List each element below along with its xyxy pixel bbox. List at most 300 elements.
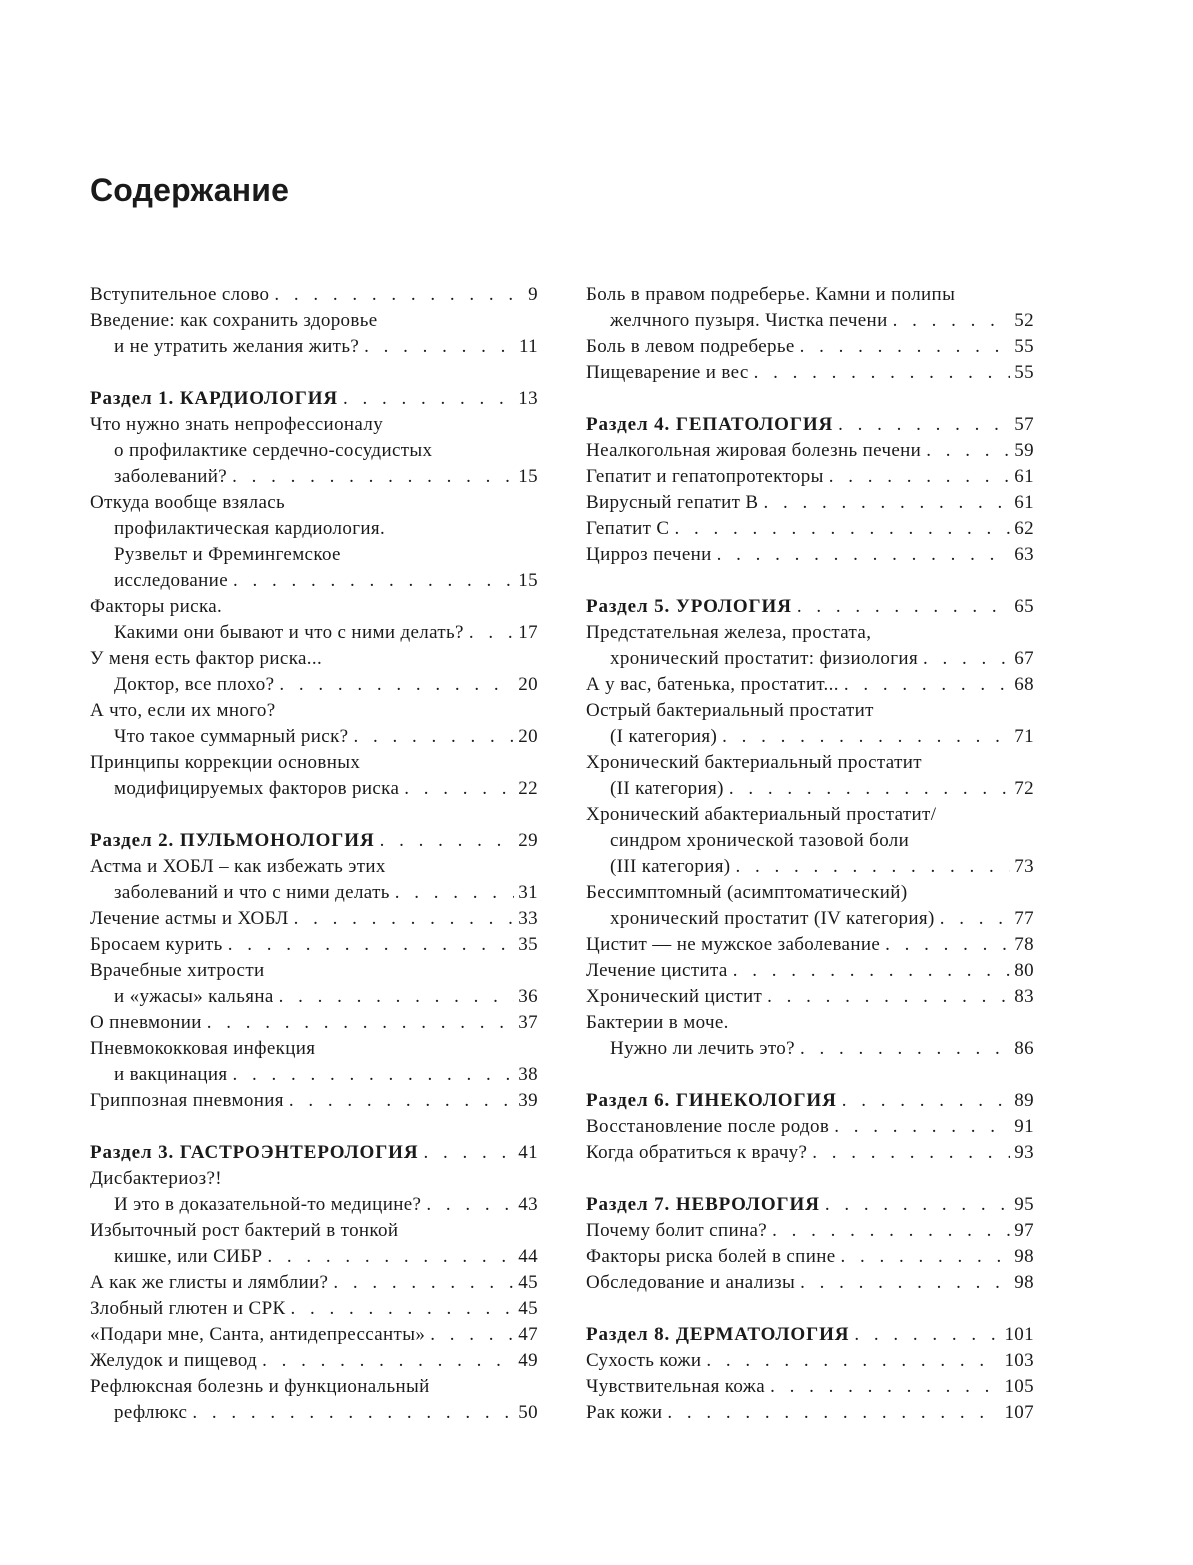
page-number: 38 — [518, 1064, 538, 1085]
toc-entry[interactable] — [586, 1270, 1034, 1296]
dot-leader — [733, 958, 1011, 984]
toc-line — [586, 620, 1034, 646]
toc-entry[interactable] — [586, 282, 1034, 334]
toc-line — [586, 1374, 1034, 1400]
toc-line — [90, 1036, 538, 1062]
toc-entry[interactable] — [586, 750, 1034, 802]
toc-entry[interactable] — [90, 490, 538, 594]
page-number: 41 — [518, 1142, 538, 1163]
toc-entry[interactable] — [90, 1166, 538, 1218]
toc-entry[interactable] — [90, 698, 538, 750]
section-title: Раздел 5. УРОЛОГИЯ — [586, 596, 792, 617]
dot-leader — [333, 1270, 514, 1296]
toc-line — [90, 282, 538, 308]
toc-line — [586, 360, 1034, 386]
dot-leader — [770, 1374, 1000, 1400]
entry-title: Принципы коррекции основных — [90, 752, 361, 773]
entry-title: и не утратить желания жить? — [114, 336, 360, 357]
toc-line — [586, 594, 1034, 620]
dot-leader — [667, 1400, 1000, 1426]
toc-line — [586, 1010, 1034, 1036]
toc-entry[interactable] — [90, 1322, 538, 1348]
page-number: 17 — [518, 622, 538, 643]
page-number: 37 — [518, 1012, 538, 1033]
page-number: 80 — [1014, 960, 1034, 981]
entry-title: Избыточный рост бактерий в тонкой — [90, 1220, 399, 1241]
dot-leader — [923, 646, 1010, 672]
dot-leader — [294, 906, 515, 932]
entry-title: (I категория) — [610, 726, 718, 747]
toc-entry[interactable] — [586, 880, 1034, 932]
toc-line — [90, 984, 538, 1010]
section-title: Раздел 4. ГЕПАТОЛОГИЯ — [586, 414, 834, 435]
toc-line — [90, 932, 538, 958]
toc-entry[interactable] — [586, 1348, 1034, 1374]
toc-entry[interactable] — [90, 1036, 538, 1088]
toc-section-heading[interactable] — [90, 386, 538, 412]
toc-line — [586, 1088, 1034, 1114]
toc-entry[interactable] — [586, 1244, 1034, 1270]
toc-entry[interactable] — [586, 802, 1034, 880]
dot-leader — [279, 672, 514, 698]
toc-line — [586, 308, 1034, 334]
entry-title: заболеваний и что с ними делать — [114, 882, 390, 903]
toc-line — [90, 828, 538, 854]
toc-line — [90, 1244, 538, 1270]
section-title: Раздел 2. ПУЛЬМОНОЛОГИЯ — [90, 830, 375, 851]
toc-entry[interactable] — [90, 646, 538, 698]
toc-line — [586, 1400, 1034, 1426]
toc-line — [90, 958, 538, 984]
entry-title: модифицируемых факторов риска — [114, 778, 400, 799]
toc-line — [90, 386, 538, 412]
toc-line — [586, 880, 1034, 906]
entry-title: профилактическая кардиология. — [114, 518, 386, 539]
toc-entry[interactable] — [90, 1296, 538, 1322]
page-number: 50 — [518, 1402, 538, 1423]
entry-title: И это в доказательной-то медицине? — [114, 1194, 422, 1215]
page-number: 62 — [1014, 518, 1034, 539]
dot-leader — [797, 594, 1010, 620]
section-gap — [586, 1062, 1034, 1088]
page-number: 93 — [1014, 1142, 1034, 1163]
toc-column-left — [90, 282, 538, 1426]
entry-title: желчного пузыря. Чистка печени — [610, 310, 888, 331]
toc-line — [90, 1270, 538, 1296]
toc-entry[interactable] — [586, 672, 1034, 698]
dot-leader — [228, 932, 515, 958]
entry-title: Сухость кожи — [586, 1350, 702, 1371]
toc-entry[interactable] — [90, 932, 538, 958]
dot-leader — [426, 1192, 514, 1218]
dot-leader — [267, 1244, 514, 1270]
toc-line — [586, 1244, 1034, 1270]
toc-entry[interactable] — [586, 958, 1034, 984]
dot-leader — [754, 360, 1011, 386]
page-number: 15 — [518, 466, 538, 487]
toc-line — [90, 646, 538, 672]
entry-title: кишке, или СИБР — [114, 1246, 263, 1267]
toc-line — [586, 490, 1034, 516]
toc-entry[interactable] — [586, 932, 1034, 958]
page-number: 31 — [518, 882, 538, 903]
toc-line — [586, 1036, 1034, 1062]
toc-line — [586, 1218, 1034, 1244]
toc-section-heading[interactable] — [586, 1192, 1034, 1218]
dot-leader — [343, 386, 514, 412]
toc-line — [90, 568, 538, 594]
entry-title: Рефлюксная болезнь и функциональный — [90, 1376, 430, 1397]
entry-title: У меня есть фактор риска... — [90, 648, 323, 669]
toc-section-heading[interactable] — [586, 1322, 1034, 1348]
entry-title: Нужно ли лечить это? — [610, 1038, 795, 1059]
page-number: 43 — [518, 1194, 538, 1215]
toc-entry[interactable] — [90, 906, 538, 932]
toc-line — [90, 464, 538, 490]
page-number: 35 — [518, 934, 538, 955]
page-number: 68 — [1014, 674, 1034, 695]
entry-title: Острый бактериальный простатит — [586, 700, 874, 721]
toc-section-heading[interactable] — [90, 828, 538, 854]
page-number: 107 — [1004, 1402, 1034, 1423]
page-number: 73 — [1014, 856, 1034, 877]
toc-entry[interactable] — [90, 750, 538, 802]
dot-leader — [800, 334, 1011, 360]
toc-entry[interactable] — [90, 958, 538, 1010]
page-title: Содержание — [90, 172, 290, 208]
entry-title: Лечение цистита — [586, 960, 728, 981]
page-number: 77 — [1014, 908, 1034, 929]
entry-title: Факторы риска. — [90, 596, 223, 617]
entry-title: Факторы риска болей в спине — [586, 1246, 836, 1267]
entry-title: О пневмонии — [90, 1012, 202, 1033]
dot-leader — [893, 308, 1011, 334]
entry-title: Какими они бывают и что с ними делать? — [114, 622, 464, 643]
toc-line — [90, 724, 538, 750]
entry-title: Злобный глютен и СРК — [90, 1298, 286, 1319]
toc-line — [90, 672, 538, 698]
page-number: 91 — [1014, 1116, 1034, 1137]
toc-entry[interactable] — [90, 1348, 538, 1374]
toc-line — [586, 542, 1034, 568]
toc-line — [90, 620, 538, 646]
toc-entry[interactable] — [586, 1400, 1034, 1426]
page-number: 105 — [1004, 1376, 1034, 1397]
entry-title: Рак кожи — [586, 1402, 663, 1423]
toc-entry[interactable] — [586, 334, 1034, 360]
section-title: Раздел 1. КАРДИОЛОГИЯ — [90, 388, 339, 409]
dot-leader — [842, 1088, 1011, 1114]
toc-line — [586, 906, 1034, 932]
dot-leader — [812, 1140, 1010, 1166]
entry-title: Цистит — не мужское заболевание — [586, 934, 881, 955]
page-number: 22 — [518, 778, 538, 799]
toc-line — [90, 1088, 538, 1114]
toc-entry[interactable] — [90, 308, 538, 360]
toc-entry[interactable] — [90, 412, 538, 490]
section-gap — [586, 386, 1034, 412]
entry-title: Предстательная железа, простата, — [586, 622, 872, 643]
toc-line — [586, 282, 1034, 308]
entry-title: Вирусный гепатит В — [586, 492, 759, 513]
entry-title: Пищеварение и вес — [586, 362, 749, 383]
page-number: 61 — [1014, 466, 1034, 487]
dot-leader — [706, 1348, 1000, 1374]
entry-title: Гепатит С — [586, 518, 670, 539]
page-number: 15 — [518, 570, 538, 591]
entry-title: Введение: как сохранить здоровье — [90, 310, 378, 331]
entry-title: Гриппозная пневмония — [90, 1090, 284, 1111]
entry-title: Пневмококковая инфекция — [90, 1038, 316, 1059]
toc-line — [586, 334, 1034, 360]
entry-title: (II категория) — [610, 778, 724, 799]
page-number: 52 — [1014, 310, 1034, 331]
page-number: 67 — [1014, 648, 1034, 669]
toc-line — [90, 542, 538, 568]
section-gap — [90, 802, 538, 828]
entry-title: Когда обратиться к врачу? — [586, 1142, 808, 1163]
entry-title: (III категория) — [610, 856, 731, 877]
toc-line — [586, 646, 1034, 672]
page-number: 9 — [528, 284, 538, 305]
page-number: 33 — [518, 908, 538, 929]
dot-leader — [735, 854, 1010, 880]
page-number: 97 — [1014, 1220, 1034, 1241]
toc-line — [586, 776, 1034, 802]
toc-entry[interactable] — [90, 282, 538, 308]
toc-entry[interactable] — [90, 594, 538, 646]
entry-title: А что, если их много? — [90, 700, 276, 721]
entry-title: Цирроз печени — [586, 544, 712, 565]
toc-line — [90, 906, 538, 932]
entry-title: Астма и ХОБЛ – как избежать этих — [90, 856, 386, 877]
toc-line — [90, 490, 538, 516]
toc-line — [90, 1192, 538, 1218]
entry-title: Доктор, все плохо? — [114, 674, 275, 695]
toc-entry[interactable] — [586, 1114, 1034, 1140]
toc-line — [586, 1322, 1034, 1348]
section-gap — [586, 1296, 1034, 1322]
section-title: Раздел 7. НЕВРОЛОГИЯ — [586, 1194, 820, 1215]
entry-title: Бросаем курить — [90, 934, 223, 955]
toc-section-heading[interactable] — [586, 412, 1034, 438]
page-number: 20 — [518, 726, 538, 747]
toc-line — [90, 1218, 538, 1244]
section-gap — [90, 1114, 538, 1140]
dot-leader — [885, 932, 1010, 958]
section-title: Раздел 3. ГАСТРОЭНТЕРОЛОГИЯ — [90, 1142, 419, 1163]
dot-leader — [838, 412, 1010, 438]
dot-leader — [763, 490, 1010, 516]
toc-line — [90, 1400, 538, 1426]
toc-entry[interactable] — [90, 1088, 538, 1114]
toc-line — [586, 1140, 1034, 1166]
toc-line — [586, 932, 1034, 958]
toc-entry[interactable] — [90, 1374, 538, 1426]
page-number: 98 — [1014, 1246, 1034, 1267]
toc-line — [90, 594, 538, 620]
toc-line — [90, 334, 538, 360]
toc-entry[interactable] — [586, 542, 1034, 568]
page-number: 59 — [1014, 440, 1034, 461]
entry-title: хронический простатит: физиология — [610, 648, 919, 669]
dot-leader — [926, 438, 1010, 464]
page-number: 13 — [518, 388, 538, 409]
toc-entry[interactable] — [90, 1010, 538, 1036]
toc-line — [586, 828, 1034, 854]
toc-entry[interactable] — [586, 1374, 1034, 1400]
section-title: Раздел 6. ГИНЕКОЛОГИЯ — [586, 1090, 837, 1111]
dot-leader — [767, 984, 1010, 1010]
entry-title: о профилактике сердечно-сосудистых — [114, 440, 433, 461]
dot-leader — [207, 1010, 515, 1036]
entry-title: Почему болит спина? — [586, 1220, 768, 1241]
toc-section-heading[interactable] — [90, 1140, 538, 1166]
entry-title: Лечение астмы и ХОБЛ — [90, 908, 289, 929]
dot-leader — [279, 984, 515, 1010]
dot-leader — [380, 828, 515, 854]
dot-leader — [232, 464, 514, 490]
dot-leader — [722, 724, 1010, 750]
toc-line — [586, 1192, 1034, 1218]
toc-line — [586, 672, 1034, 698]
toc-line — [90, 1166, 538, 1192]
section-title: Раздел 8. ДЕРМАТОЛОГИЯ — [586, 1324, 850, 1345]
toc-entry[interactable] — [586, 620, 1034, 672]
toc-line — [90, 776, 538, 802]
entry-title: Чувствительная кожа — [586, 1376, 766, 1397]
dot-leader — [854, 1322, 1000, 1348]
page-number: 95 — [1014, 1194, 1034, 1215]
entry-title: Что такое суммарный риск? — [114, 726, 349, 747]
dot-leader — [940, 906, 1011, 932]
page-number: 71 — [1014, 726, 1034, 747]
entry-title: Желудок и пищевод — [90, 1350, 258, 1371]
page-number: 89 — [1014, 1090, 1034, 1111]
toc-entry[interactable] — [586, 1140, 1034, 1166]
toc-line — [90, 1010, 538, 1036]
toc-entry[interactable] — [90, 1218, 538, 1270]
toc-line — [586, 464, 1034, 490]
toc-entry[interactable] — [586, 698, 1034, 750]
dot-leader — [834, 1114, 1010, 1140]
page-number: 36 — [518, 986, 538, 1007]
toc-section-heading[interactable] — [586, 594, 1034, 620]
toc-line — [90, 1062, 538, 1088]
toc-line — [586, 724, 1034, 750]
dot-leader — [192, 1400, 514, 1426]
page-number: 55 — [1014, 362, 1034, 383]
toc-line — [586, 516, 1034, 542]
page-number: 83 — [1014, 986, 1034, 1007]
toc-line — [90, 854, 538, 880]
entry-title: А как же глисты и лямблии? — [90, 1272, 329, 1293]
toc-line — [586, 750, 1034, 776]
dot-leader — [717, 542, 1011, 568]
toc-entry[interactable] — [586, 1218, 1034, 1244]
page-number: 63 — [1014, 544, 1034, 565]
page-number: 45 — [518, 1272, 538, 1293]
page-number: 78 — [1014, 934, 1034, 955]
page-number: 55 — [1014, 336, 1034, 357]
section-gap — [586, 568, 1034, 594]
entry-title: синдром хронической тазовой боли — [610, 830, 910, 851]
entry-title: Откуда вообще взялась — [90, 492, 286, 513]
page-number: 65 — [1014, 596, 1034, 617]
toc-line — [586, 438, 1034, 464]
dot-leader — [233, 568, 514, 594]
dot-leader — [772, 1218, 1010, 1244]
toc-line — [90, 1322, 538, 1348]
toc-line — [90, 750, 538, 776]
toc-entry[interactable] — [586, 490, 1034, 516]
entry-title: Боль в левом подреберье — [586, 336, 795, 357]
entry-title: исследование — [114, 570, 228, 591]
entry-title: Восстановление после родов — [586, 1116, 830, 1137]
entry-title: Хронический цистит — [586, 986, 763, 1007]
toc-line — [90, 1374, 538, 1400]
dot-leader — [430, 1322, 514, 1348]
toc-line — [586, 698, 1034, 724]
toc-entry[interactable] — [90, 854, 538, 906]
dot-leader — [262, 1348, 514, 1374]
toc-line — [586, 1348, 1034, 1374]
dot-leader — [364, 334, 515, 360]
entry-title: и вакцинация — [114, 1064, 228, 1085]
toc-section-heading[interactable] — [586, 1088, 1034, 1114]
toc-entry[interactable] — [586, 516, 1034, 542]
toc-entry[interactable] — [586, 1010, 1034, 1062]
entry-title: хронический простатит (IV категория) — [610, 908, 935, 929]
entry-title: заболеваний? — [114, 466, 228, 487]
toc-line — [586, 1270, 1034, 1296]
toc-entry[interactable] — [586, 984, 1034, 1010]
toc-column-right — [586, 282, 1034, 1426]
toc-line — [586, 1114, 1034, 1140]
page-number: 101 — [1004, 1324, 1034, 1345]
entry-title: Неалкогольная жировая болезнь печени — [586, 440, 922, 461]
toc-line — [90, 880, 538, 906]
toc-line — [586, 854, 1034, 880]
toc-entry[interactable] — [586, 360, 1034, 386]
toc-entry[interactable] — [586, 438, 1034, 464]
toc-entry[interactable] — [90, 1270, 538, 1296]
toc-line — [586, 802, 1034, 828]
section-gap — [586, 1166, 1034, 1192]
toc-entry[interactable] — [586, 464, 1034, 490]
page-number: 72 — [1014, 778, 1034, 799]
page-number: 103 — [1004, 1350, 1034, 1371]
page-number: 86 — [1014, 1038, 1034, 1059]
page-number: 11 — [519, 336, 538, 357]
toc-line — [90, 412, 538, 438]
page-number: 29 — [518, 830, 538, 851]
entry-title: Обследование и анализы — [586, 1272, 796, 1293]
entry-title: Рузвельт и Фремингемское — [114, 544, 341, 565]
toc-line — [90, 1296, 538, 1322]
toc-line — [90, 1348, 538, 1374]
toc-line — [90, 516, 538, 542]
toc-line — [90, 1140, 538, 1166]
dot-leader — [291, 1296, 515, 1322]
dot-leader — [841, 1244, 1011, 1270]
dot-leader — [800, 1036, 1010, 1062]
toc-line — [586, 412, 1034, 438]
entry-title: и «ужасы» кальяна — [114, 986, 274, 1007]
dot-leader — [729, 776, 1010, 802]
entry-title: Врачебные хитрости — [90, 960, 265, 981]
toc-line — [586, 958, 1034, 984]
